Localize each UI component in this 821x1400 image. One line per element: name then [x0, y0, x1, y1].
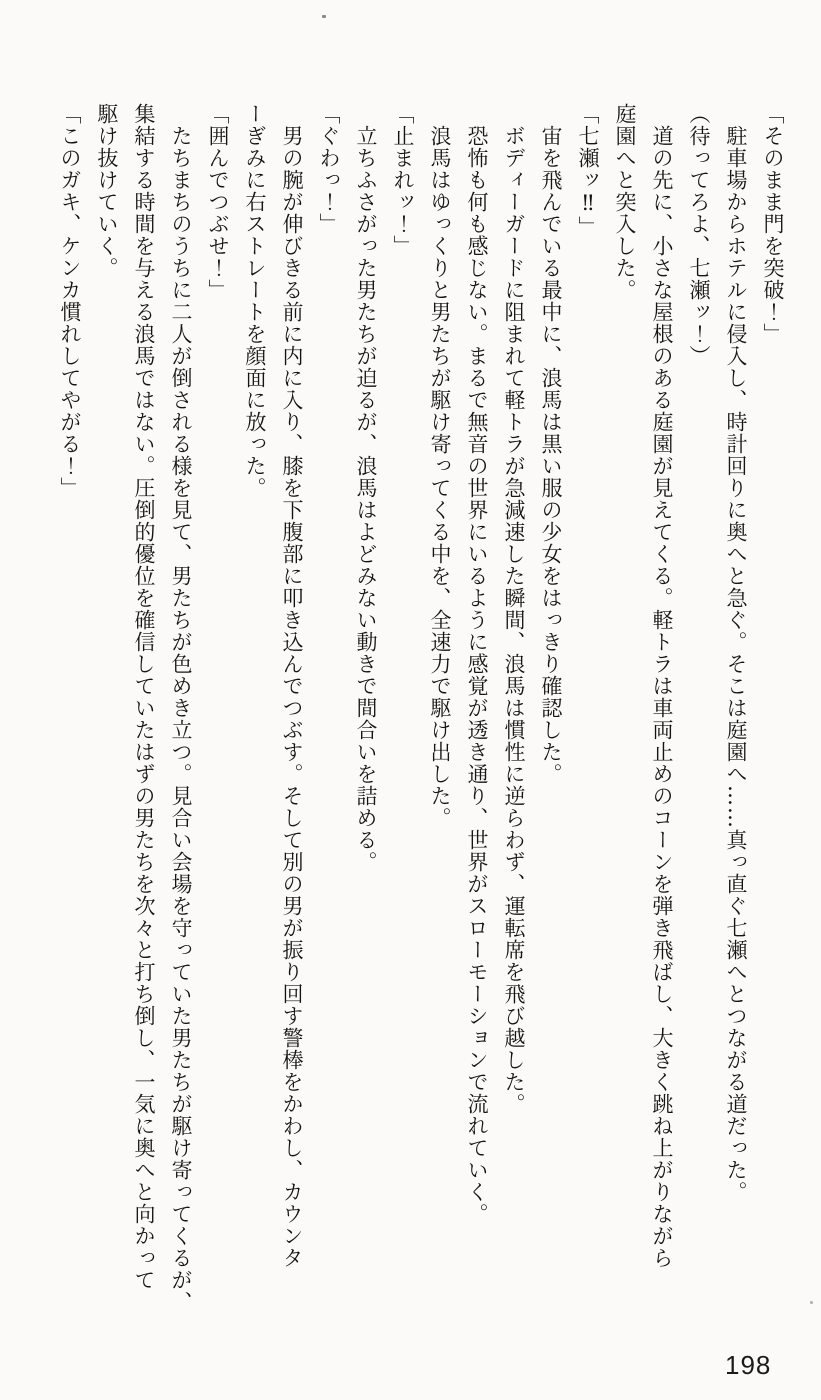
text-line: 道の先に、小さな屋根のある庭園が見えてくる。軽トラは車両止めのコーンを弾き飛ばし、大きく跳ね上がりながら	[650, 125, 674, 1269]
text-line: 「七瀬ッ‼」	[576, 103, 600, 238]
text-line: 立ちふさがった男たちが迫るが、浪馬はよどみない動きで間合いを詰める。	[354, 125, 378, 873]
text-line: 「このガキ、ケンカ慣れしてやがる！」	[58, 103, 82, 499]
text-line: 男の腕が伸びきる前に内に入り、膝を下腹部に叩き込んでつぶす。そして別の男が振り回す警棒をかわし、カウンタ	[280, 125, 304, 1269]
vertical-text-block	[51, 103, 791, 1318]
text-line: 恐怖も何も感じない。まるで無音の世界にいるように感覚が透き通り、世界がスローモーションで流れていく。	[465, 125, 489, 1225]
text-line: 「止まれッ！」	[391, 103, 415, 257]
text-line: 浪馬はゆっくりと男たちが駆け寄ってくる中を、全速力で駆け出した。	[428, 125, 452, 829]
text-line: 「ぐわっ！」	[317, 103, 341, 235]
scan-artifact	[322, 15, 326, 18]
text-line: 集結する時間を与える浪馬ではない。圧倒的優位を確信していたはずの男たちを次々と打ち倒し、一気に奥へと向かって	[132, 103, 156, 1291]
page-number: 198	[725, 1350, 772, 1380]
scan-artifact	[810, 1301, 813, 1304]
text-line: 庭園へと突入した。	[613, 103, 637, 301]
text-line: 駐車場からホテルに侵入し、時計回りに奥へと急ぐ。そこは庭園へ……真っ直ぐ七瀬へとつながる道だった。	[724, 125, 748, 1203]
text-line: ーぎみに右ストレートを顔面に放った。	[243, 103, 267, 499]
text-line: 駆け抜けていく。	[95, 103, 119, 279]
text-line: 「囲んでつぶせ！」	[206, 103, 230, 301]
text-line: 宙を飛んでいる最中に、浪馬は黒い服の少女をはっきり確認した。	[539, 125, 563, 785]
text-line: たちまちのうちに二人が倒される様を見て、男たちが色めき立つ。見合い会場を守っていた男たちが駆け寄ってくるが、	[169, 125, 193, 1313]
text-line: （待ってろよ、七瀬ッ！）	[687, 103, 711, 367]
text-line: 「そのまま門を突破！」	[761, 103, 785, 345]
text-line: ボディーガードに阻まれて軽トラが急減速した瞬間、浪馬は慣性に逆らわず、運転席を飛び越した。	[502, 125, 526, 1115]
